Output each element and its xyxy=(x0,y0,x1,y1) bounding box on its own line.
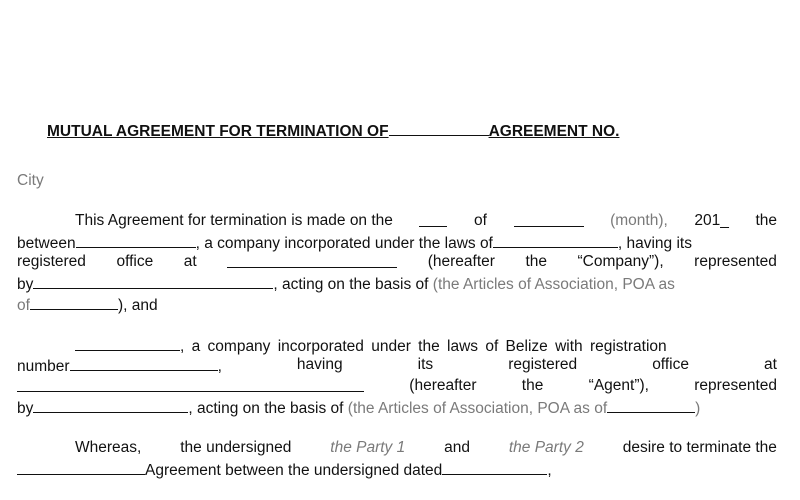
p1-line-2 xyxy=(17,233,777,253)
p3-l1-a: Whereas, xyxy=(75,439,142,456)
p2-l4-c: (the Articles of Association, POA as of xyxy=(347,400,608,417)
p1-line-5 xyxy=(17,295,777,315)
p2-l4-a: by xyxy=(17,400,34,417)
p2-l4-b: , acting on the basis of xyxy=(188,400,344,417)
p1-l2-a: between xyxy=(17,235,76,252)
p1-l1-month: (month), xyxy=(610,212,668,229)
p1-l3-g: represented xyxy=(694,253,777,270)
p2-l2-c: having xyxy=(296,356,343,373)
p1-line-3 xyxy=(17,253,777,271)
p1-l3-c: at xyxy=(183,253,197,270)
p3-l1-e: the Party 2 xyxy=(508,439,584,456)
p1-l3-a: registered xyxy=(17,253,86,270)
company-country-blank xyxy=(493,233,618,248)
p2-l1-a: , a company incorporated under the laws of Belize with registration xyxy=(180,338,667,355)
company-poa-date-blank xyxy=(30,295,118,310)
p2-line-3 xyxy=(17,377,777,395)
p2-l2-d: its xyxy=(417,356,434,373)
p3-l2-a: Agreement between the undersigned dated xyxy=(145,462,443,479)
p1-l3-b: office xyxy=(116,253,154,270)
title-blank xyxy=(389,121,489,136)
p1-l5-b: ), and xyxy=(117,297,158,314)
p1-l1-a: This Agreement for termination is made on the xyxy=(75,212,393,229)
title-part-2: AGREEMENT NO. xyxy=(488,123,620,140)
p2-l2-a: number xyxy=(17,358,70,375)
day-blank xyxy=(419,212,447,227)
p1-l1-the: the xyxy=(755,212,777,229)
p3-l2-b: , xyxy=(547,462,552,479)
p3-l1-b: the undersigned xyxy=(180,439,292,456)
p2-line-4 xyxy=(17,398,777,418)
p1-l1-of: of xyxy=(474,212,487,229)
p1-l1-year: 201_ xyxy=(694,212,729,229)
p1-line-4 xyxy=(17,274,777,294)
city-label: City xyxy=(17,172,44,189)
p3-l1-f: desire to terminate the xyxy=(622,439,777,456)
title-part-1: MUTUAL AGREEMENT FOR TERMINATION OF xyxy=(47,123,389,140)
p2-line-1 xyxy=(17,336,777,356)
p2-l2-e: registered xyxy=(508,356,578,373)
agreement-name-blank xyxy=(17,460,145,475)
p2-l2-b: , xyxy=(217,358,222,375)
p3-line-1 xyxy=(75,439,777,457)
p1-l3-e: the xyxy=(525,253,547,270)
agent-address-blank xyxy=(17,377,364,392)
agent-name-blank xyxy=(75,336,180,351)
p2-l2-f: office xyxy=(652,356,689,373)
p2-l3-c: “Agent”), xyxy=(588,377,649,394)
p2-line-2 xyxy=(17,356,777,376)
p1-l4-c: (the Articles of Association, POA as xyxy=(432,276,675,293)
p3-l1-d: and xyxy=(444,439,470,456)
p1-l4-a: by xyxy=(17,276,34,293)
p1-l5-a: of xyxy=(17,297,30,314)
p3-l1-c: the Party 1 xyxy=(330,439,406,456)
p2-l3-d: represented xyxy=(694,377,777,394)
company-rep-blank xyxy=(33,274,273,289)
p2-l3-a: (hereafter xyxy=(409,377,477,394)
agent-rep-blank xyxy=(33,398,188,413)
p1-line-1 xyxy=(75,212,777,230)
p2-l2-g: at xyxy=(764,356,777,373)
p1-l2-b: , a company incorporated under the laws of xyxy=(195,235,493,252)
agent-poa-date-blank xyxy=(607,398,695,413)
p1-l3-d: (hereafter xyxy=(427,253,495,270)
p3-line-2 xyxy=(17,460,777,480)
document-title xyxy=(47,121,619,141)
agent-reg-number-blank xyxy=(70,356,218,371)
agreement-date-blank xyxy=(442,460,547,475)
p2-l3-b: the xyxy=(521,377,544,394)
company-name-blank xyxy=(76,233,196,248)
p1-l4-b: , acting on the basis of xyxy=(273,276,429,293)
company-address-blank xyxy=(227,253,397,268)
month-blank xyxy=(514,212,584,227)
p1-l2-c: , having its xyxy=(617,235,692,252)
p2-l4-d: ) xyxy=(695,400,701,417)
p1-l3-f: “Company”), xyxy=(577,253,664,270)
